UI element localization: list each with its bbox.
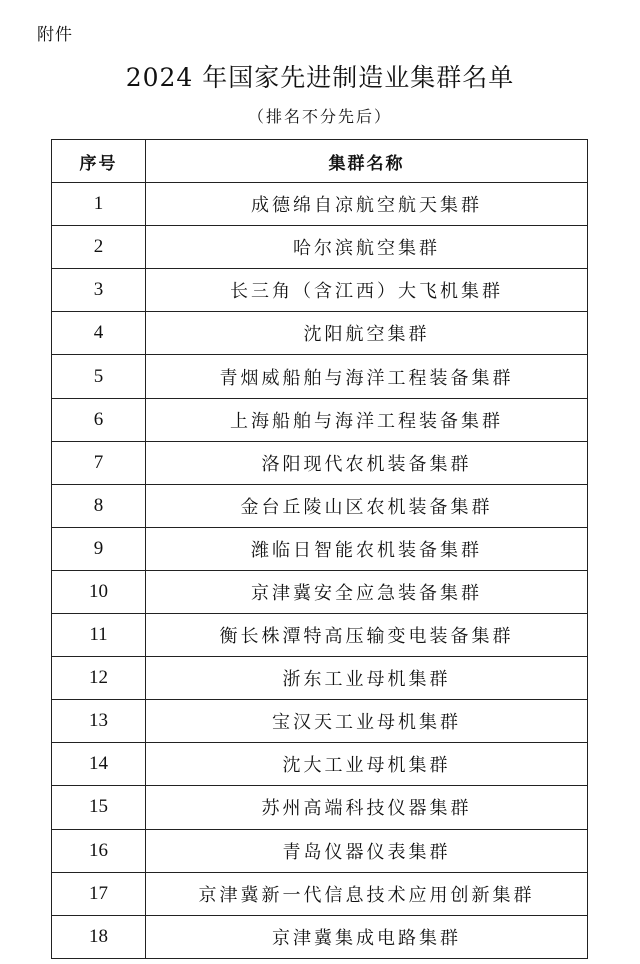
row-cluster-name: 宝汉天工业母机集群 bbox=[146, 700, 588, 743]
table-row bbox=[52, 269, 588, 312]
table-row bbox=[52, 657, 588, 700]
row-serial-number: 3 bbox=[52, 269, 146, 312]
row-serial-number: 12 bbox=[52, 657, 146, 700]
row-serial-number: 13 bbox=[52, 700, 146, 743]
row-cluster-name: 青烟威船舶与海洋工程装备集群 bbox=[146, 355, 588, 398]
row-serial-number: 2 bbox=[52, 226, 146, 269]
table-row bbox=[52, 441, 588, 484]
row-cluster-name: 金台丘陵山区农机装备集群 bbox=[146, 484, 588, 527]
table-row bbox=[52, 355, 588, 398]
table-row bbox=[52, 312, 588, 355]
row-serial-number: 17 bbox=[52, 872, 146, 915]
table-header-row bbox=[52, 140, 588, 183]
row-serial-number: 4 bbox=[52, 312, 146, 355]
row-cluster-name: 衡长株潭特高压输变电装备集群 bbox=[146, 614, 588, 657]
table-row bbox=[52, 398, 588, 441]
row-serial-number: 5 bbox=[52, 355, 146, 398]
table-row bbox=[52, 872, 588, 915]
row-cluster-name: 上海船舶与海洋工程装备集群 bbox=[146, 398, 588, 441]
row-serial-number: 10 bbox=[52, 570, 146, 613]
attachment-label: 附件 bbox=[37, 25, 73, 45]
row-cluster-name: 京津冀安全应急装备集群 bbox=[146, 570, 588, 613]
cluster-list-table bbox=[51, 139, 588, 959]
row-serial-number: 1 bbox=[52, 183, 146, 226]
document-subtitle: （排名不分先后） bbox=[247, 107, 392, 126]
document-title: 2024 年国家先进制造业集群名单 bbox=[125, 63, 515, 92]
row-cluster-name: 浙东工业母机集群 bbox=[146, 657, 588, 700]
row-cluster-name: 京津冀集成电路集群 bbox=[146, 915, 588, 958]
row-serial-number: 9 bbox=[52, 527, 146, 570]
row-serial-number: 15 bbox=[52, 786, 146, 829]
table-row bbox=[52, 614, 588, 657]
header-cluster-name: 集群名称 bbox=[146, 140, 588, 183]
row-cluster-name: 潍临日智能农机装备集群 bbox=[146, 527, 588, 570]
table-row bbox=[52, 570, 588, 613]
row-cluster-name: 哈尔滨航空集群 bbox=[146, 226, 588, 269]
row-cluster-name: 成德绵自凉航空航天集群 bbox=[146, 183, 588, 226]
row-cluster-name: 青岛仪器仪表集群 bbox=[146, 829, 588, 872]
table-row bbox=[52, 527, 588, 570]
table-row bbox=[52, 700, 588, 743]
row-cluster-name: 长三角（含江西）大飞机集群 bbox=[146, 269, 588, 312]
row-serial-number: 14 bbox=[52, 743, 146, 786]
table-row bbox=[52, 786, 588, 829]
row-serial-number: 18 bbox=[52, 915, 146, 958]
row-serial-number: 16 bbox=[52, 829, 146, 872]
table-row bbox=[52, 226, 588, 269]
table-row bbox=[52, 183, 588, 226]
row-serial-number: 8 bbox=[52, 484, 146, 527]
table-row bbox=[52, 829, 588, 872]
table-row bbox=[52, 484, 588, 527]
row-cluster-name: 洛阳现代农机装备集群 bbox=[146, 441, 588, 484]
table-row bbox=[52, 915, 588, 958]
table-body bbox=[52, 183, 588, 959]
row-cluster-name: 京津冀新一代信息技术应用创新集群 bbox=[146, 872, 588, 915]
row-cluster-name: 沈阳航空集群 bbox=[146, 312, 588, 355]
header-serial-number: 序号 bbox=[52, 140, 146, 183]
row-serial-number: 6 bbox=[52, 398, 146, 441]
row-cluster-name: 沈大工业母机集群 bbox=[146, 743, 588, 786]
table-row bbox=[52, 743, 588, 786]
row-serial-number: 11 bbox=[52, 614, 146, 657]
row-serial-number: 7 bbox=[52, 441, 146, 484]
row-cluster-name: 苏州高端科技仪器集群 bbox=[146, 786, 588, 829]
